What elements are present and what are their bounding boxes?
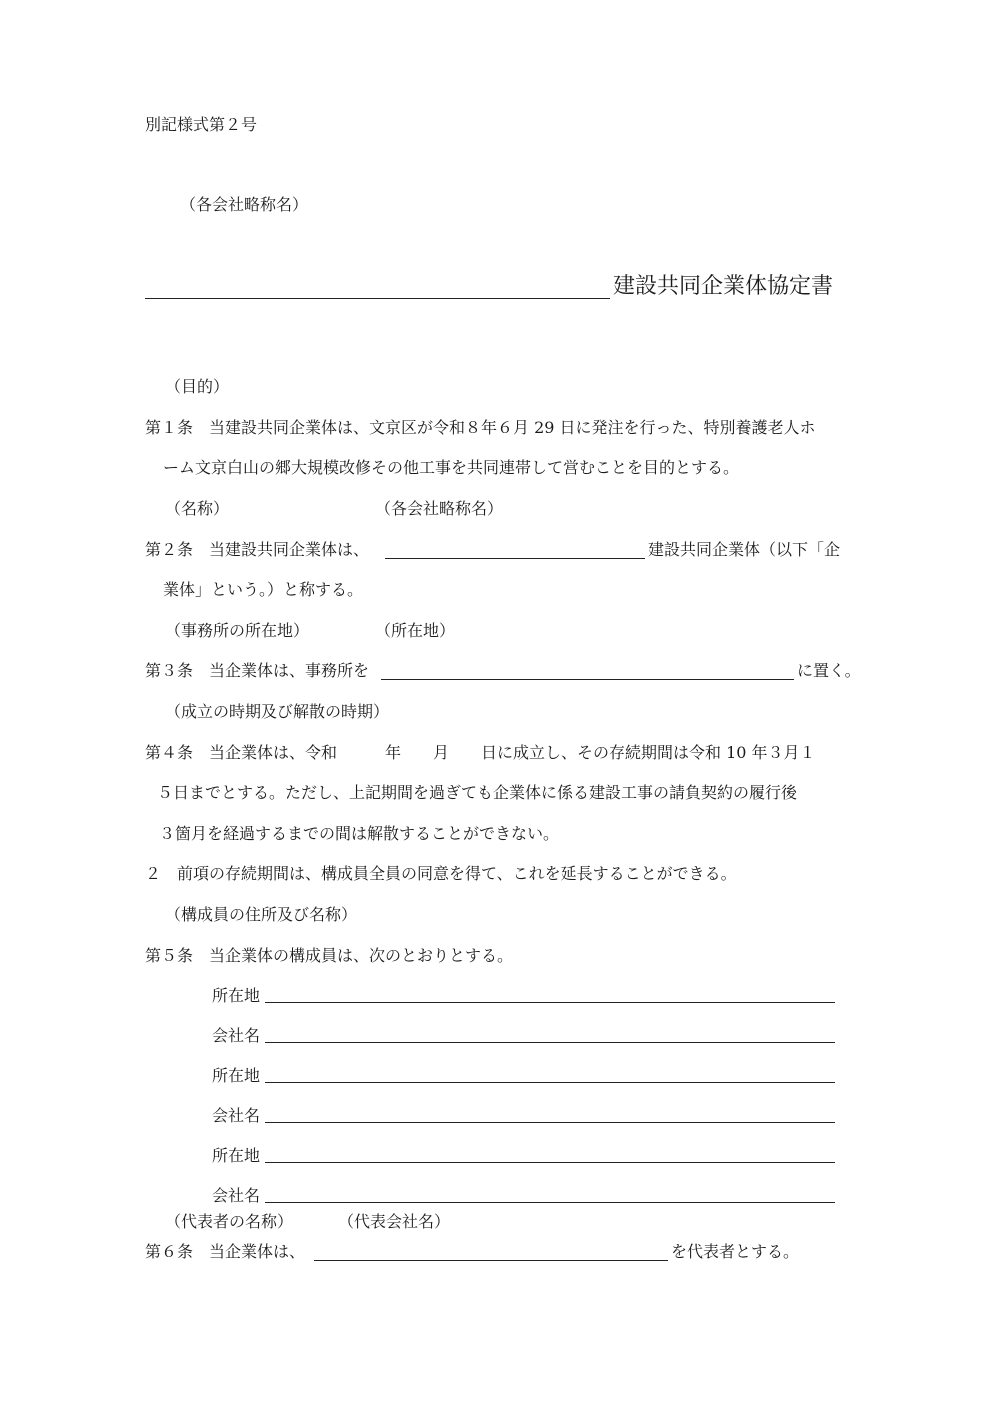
member-1-address-label: 所在地 [212,986,261,1005]
jv-name-blank[interactable] [145,298,610,299]
article-6-caption-note: （代表会社名） [338,1212,451,1231]
article-2-line-2: 業体」という。）と称する。 [163,580,364,599]
member-3-company-label: 会社名 [212,1186,261,1205]
article-6-caption: （代表者の名称） [165,1212,294,1231]
representative-company-field[interactable] [314,1260,668,1261]
member-2-address-field[interactable] [265,1082,835,1083]
member-2-address-label: 所在地 [212,1066,261,1085]
member-1-company-field[interactable] [265,1042,835,1043]
member-3-company-field[interactable] [265,1202,835,1203]
article-3-line-1-post: に置く。 [797,661,861,680]
member-1-company-label: 会社名 [212,1026,261,1045]
member-2-company-field[interactable] [265,1122,835,1123]
article-2-line-1-post: 建設共同企業体（以下「企 [648,540,841,559]
title-row [145,270,855,306]
article-1-caption: （目的） [165,377,230,396]
member-1-address-field[interactable] [265,1002,835,1003]
page-title: 建設共同企業体協定書 [613,274,834,299]
article-1-line-1: 第１条 当建設共同企業体は、文京区が令和８年６月 29 日に発注を行った、特別養護老人ホ [145,418,816,437]
company-abbrev-note: （各会社略称名） [180,195,309,214]
article-2-caption-note: （各会社略称名） [375,499,504,518]
article-4-line-2: ５日までとする。ただし、上記期間を過ぎても企業体に係る建設工事の請負契約の履行後 [157,783,798,802]
article-4-line-1: 第４条 当企業体は、令和 年 月 日に成立し、その存続期間は令和 10 年３月１ [145,743,816,762]
article-4-para-2: ２ 前項の存続期間は、構成員全員の同意を得て、これを延長することができる。 [145,864,737,883]
article-4-line-3: ３箇月を経過するまでの間は解散することができない。 [159,824,560,843]
article-6-line-1-pre: 第６条 当企業体は、 [145,1242,306,1261]
member-3-address-field[interactable] [265,1162,835,1163]
article-3-caption: （事務所の所在地） [165,621,310,640]
article-5-caption: （構成員の住所及び名称） [165,905,358,924]
article-5-line-1: 第５条 当企業体の構成員は、次のとおりとする。 [145,946,514,965]
article-6-line-1-post: を代表者とする。 [671,1242,800,1261]
member-2-company-label: 会社名 [212,1106,261,1125]
article-2-line-1-pre: 第２条 当建設共同企業体は、 [145,540,370,559]
article-4-caption: （成立の時期及び解散の時期） [165,702,390,721]
member-3-address-label: 所在地 [212,1146,261,1165]
article-2-caption: （名称） [165,499,230,518]
form-number: 別記様式第２号 [145,115,258,134]
article-3-line-1-pre: 第３条 当企業体は、事務所を [145,661,370,680]
article-3-caption-note: （所在地） [375,621,456,640]
article-1-line-2: ーム文京白山の郷大規模改修その他工事を共同連帯して営むことを目的とする。 [163,458,740,477]
jv-name-field[interactable] [385,558,645,559]
office-address-field[interactable] [381,679,794,680]
